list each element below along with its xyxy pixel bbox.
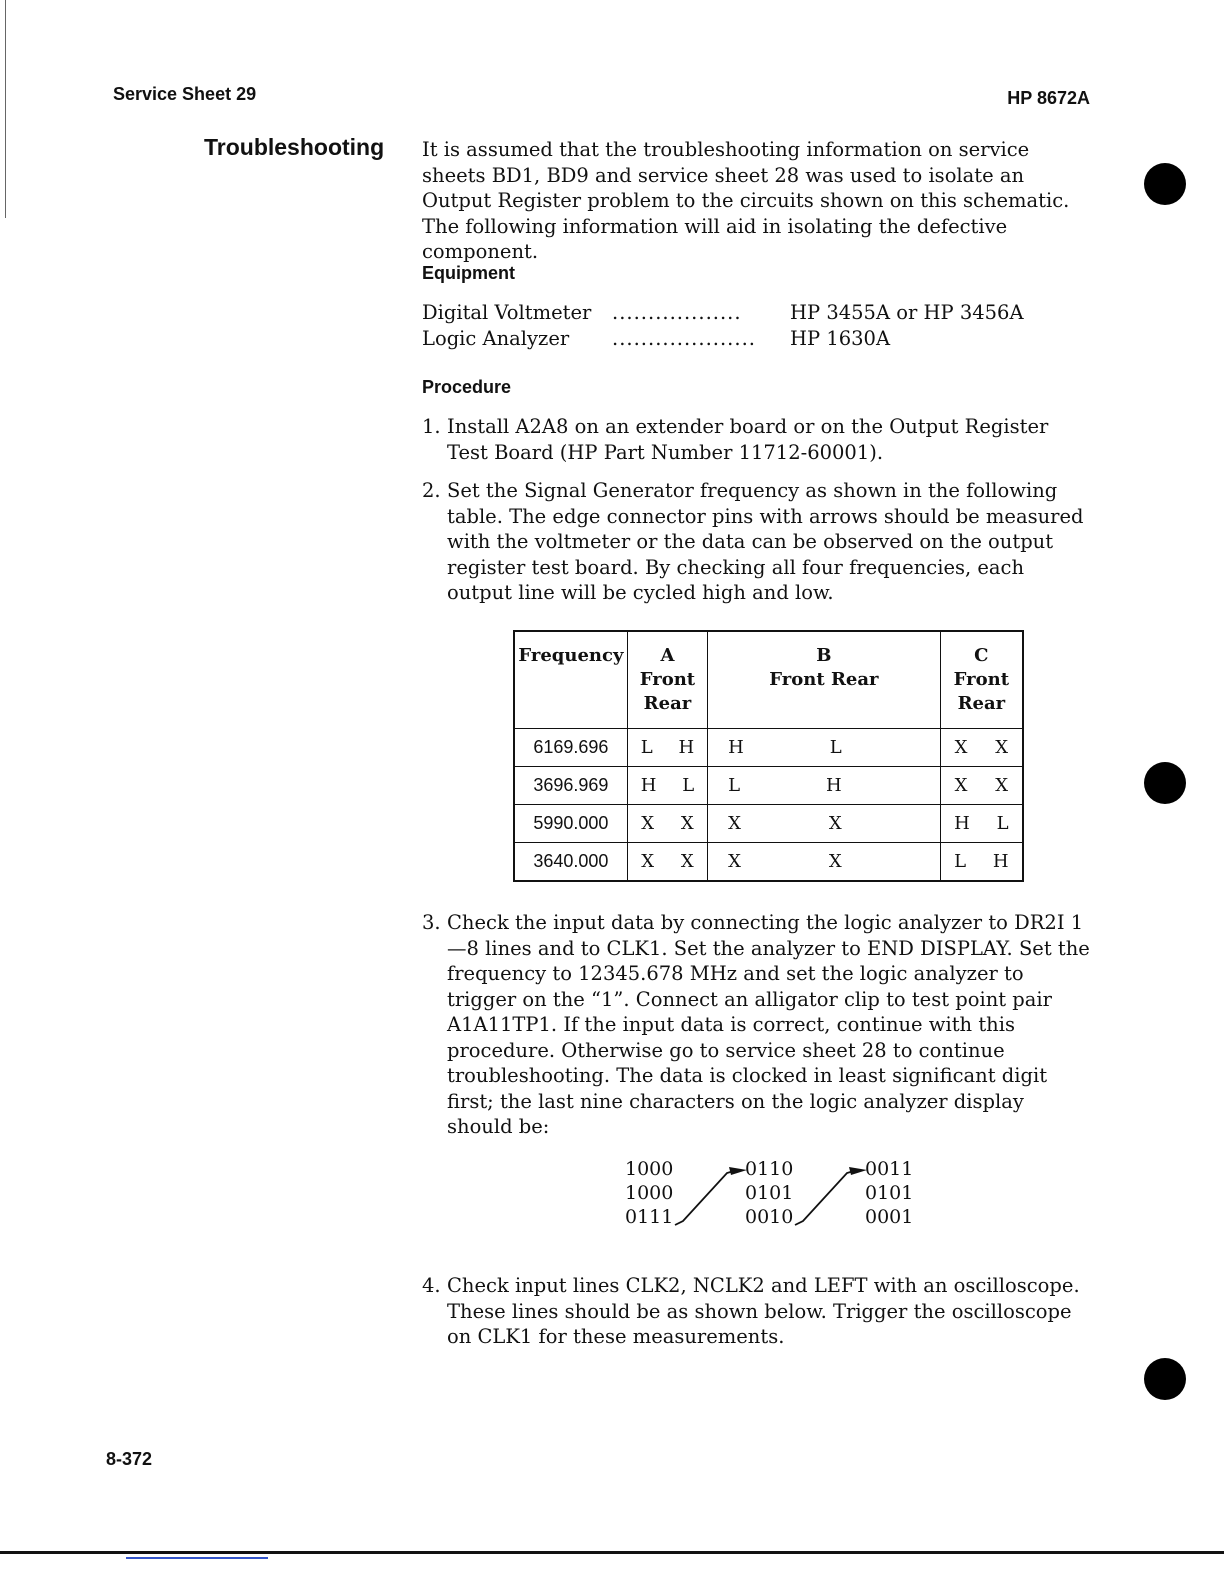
sequence-arrow-1	[675, 1170, 737, 1225]
arrow-head-icon	[849, 1167, 867, 1175]
cell-b-front: X	[728, 813, 741, 834]
group-a-sub1: Front	[639, 669, 696, 690]
equipment-name: Digital Voltmeter	[422, 301, 592, 324]
group-b-title: B	[816, 645, 832, 666]
bottom-accent-line	[126, 1557, 268, 1559]
procedure-step-3	[422, 910, 1094, 1140]
header-frequency: Frequency	[514, 631, 627, 729]
bottom-rule	[0, 1551, 1224, 1554]
header-group-c	[940, 631, 1023, 729]
step-number: 1.	[422, 415, 441, 438]
bit-group: 0101	[745, 1182, 794, 1204]
cell-b-rear: X	[828, 813, 842, 834]
table-row	[514, 729, 1023, 767]
cell-a-front: L	[640, 737, 653, 758]
sequence-arrow-2	[795, 1170, 857, 1225]
cell-c-front: H	[954, 813, 970, 834]
equipment-model: HP 1630A	[790, 326, 891, 350]
equipment-item	[422, 326, 1094, 352]
cell-c-rear: X	[995, 737, 1009, 758]
cell-b-rear: L	[829, 737, 842, 758]
bit-group: 1000	[625, 1158, 674, 1180]
procedure-heading: Procedure	[422, 377, 512, 397]
table-row	[514, 767, 1023, 805]
cell-b-front: H	[728, 737, 744, 758]
cell-frequency: 5990.000	[514, 805, 627, 843]
cell-c-rear: H	[992, 851, 1009, 872]
step-text: Set the Signal Generator frequency as shown in the following table. The edge connector pins with arrows should be measured with the voltmeter or the data can be observed on the output register test board. By checking all four frequencies, each output line will be cycled high and low.	[447, 479, 1084, 604]
bit-group: 0101	[865, 1182, 914, 1204]
binder-hole-icon	[1144, 163, 1186, 205]
bit-sequence-diagram	[625, 1157, 925, 1237]
cell-a-rear: L	[682, 775, 695, 796]
step-number: 2.	[422, 479, 441, 502]
group-b-subs	[708, 668, 940, 692]
step-text: Check the input data by connecting the logic analyzer to DR2I 1—8 lines and to CLK1. Set the analyzer to END DISPLAY. Set the frequency to 12345.678 MHz and set the logic analyzer to trigger on the “1”. Connect an alligator clip to test point pair A1A11TP1. If the input data is correct, continue with this procedure. Otherwise go to service sheet 28 to continue troubleshooting. The data is clocked in least significant digit first; the last nine characters on the logic analyzer display should be:	[447, 911, 1090, 1138]
cell-group-b	[708, 843, 941, 882]
equipment-model: HP 3455A or HP 3456A	[790, 301, 1024, 324]
binder-hole-icon	[1144, 1358, 1186, 1400]
leader-dots: ....................	[612, 326, 756, 350]
table-row	[514, 843, 1023, 882]
step-text: Install A2A8 on an extender board or on the Output Register Test Board (HP Part Number 11712-60001).	[447, 415, 1049, 464]
frequency-table	[513, 630, 1024, 882]
leader-dots: ..................	[612, 301, 742, 324]
header-model: HP 8672A	[1007, 88, 1090, 108]
step-number: 3.	[422, 911, 441, 934]
cell-b-rear: X	[828, 851, 842, 872]
group-b-sub2: Rear	[830, 669, 879, 690]
group-c-sub2: Rear	[957, 693, 1006, 714]
bit-group: 0111	[625, 1206, 674, 1228]
equipment-item	[422, 300, 1094, 326]
header-service-sheet: Service Sheet 29	[113, 84, 257, 104]
step-number: 4.	[422, 1274, 441, 1297]
section-title: Troubleshooting	[204, 134, 385, 160]
cell-frequency: 6169.696	[514, 729, 627, 767]
cell-group-c	[940, 729, 1023, 767]
cell-group-c	[940, 805, 1023, 843]
procedure-step-4	[422, 1273, 1094, 1350]
sequence-arrows	[625, 1157, 925, 1237]
cell-c-front: L	[954, 851, 967, 872]
cell-group-b	[708, 805, 941, 843]
cell-group-a	[627, 805, 707, 843]
cell-frequency: 3640.000	[514, 843, 627, 882]
equipment-name: Logic Analyzer	[422, 326, 570, 350]
equipment-heading: Equipment	[422, 263, 515, 283]
cell-b-rear: H	[825, 775, 842, 796]
group-a-title: A	[660, 645, 675, 666]
intro-paragraph: It is assumed that the troubleshooting information on service sheets BD1, BD9 and service sheet 28 was used to isolate an Output Register problem to the circuits shown on this schematic. The following information will aid in isolating the defective component.	[422, 138, 1070, 263]
cell-a-front: H	[640, 775, 657, 796]
cell-group-c	[940, 843, 1023, 882]
group-c-sub1: Front	[953, 669, 1010, 690]
cell-group-c	[940, 767, 1023, 805]
group-b-sub1: Front	[769, 669, 825, 690]
table-row	[514, 805, 1023, 843]
cell-group-b	[708, 767, 941, 805]
bit-group: 0110	[745, 1158, 794, 1180]
procedure-step-1	[422, 414, 1094, 465]
arrow-head-icon	[729, 1167, 747, 1175]
cell-group-a	[627, 843, 707, 882]
header-group-a	[627, 631, 707, 729]
procedure-step-2	[422, 478, 1094, 606]
cell-c-front: X	[954, 737, 968, 758]
binder-hole-icon	[1144, 762, 1186, 804]
cell-a-front: X	[641, 851, 655, 872]
cell-c-rear: X	[995, 775, 1009, 796]
cell-a-rear: X	[680, 851, 694, 872]
bit-group: 0011	[865, 1158, 914, 1180]
group-c-title: C	[974, 645, 989, 666]
cell-group-b	[708, 729, 941, 767]
cell-group-a	[627, 767, 707, 805]
cell-b-front: L	[728, 775, 741, 796]
cell-a-rear: H	[678, 737, 695, 758]
page-number: 8-372	[106, 1449, 153, 1469]
header-group-b	[708, 631, 941, 729]
step-text: Check input lines CLK2, NCLK2 and LEFT with an oscilloscope. These lines should be as shown below. Trigger the oscilloscope on CLK1 for these measurements.	[447, 1274, 1080, 1348]
cell-c-front: X	[954, 775, 968, 796]
table-header-row	[514, 631, 1023, 729]
cell-a-rear: X	[680, 813, 694, 834]
scan-edge-line	[5, 0, 6, 218]
group-a-sub2: Rear	[643, 693, 692, 714]
cell-b-front: X	[728, 851, 741, 872]
bit-group: 0001	[865, 1206, 914, 1228]
equipment-list	[422, 300, 1094, 351]
bit-group: 1000	[625, 1182, 674, 1204]
cell-a-front: X	[641, 813, 655, 834]
cell-group-a	[627, 729, 707, 767]
cell-c-rear: L	[996, 813, 1009, 834]
cell-frequency: 3696.969	[514, 767, 627, 805]
bit-group: 0010	[745, 1206, 794, 1228]
